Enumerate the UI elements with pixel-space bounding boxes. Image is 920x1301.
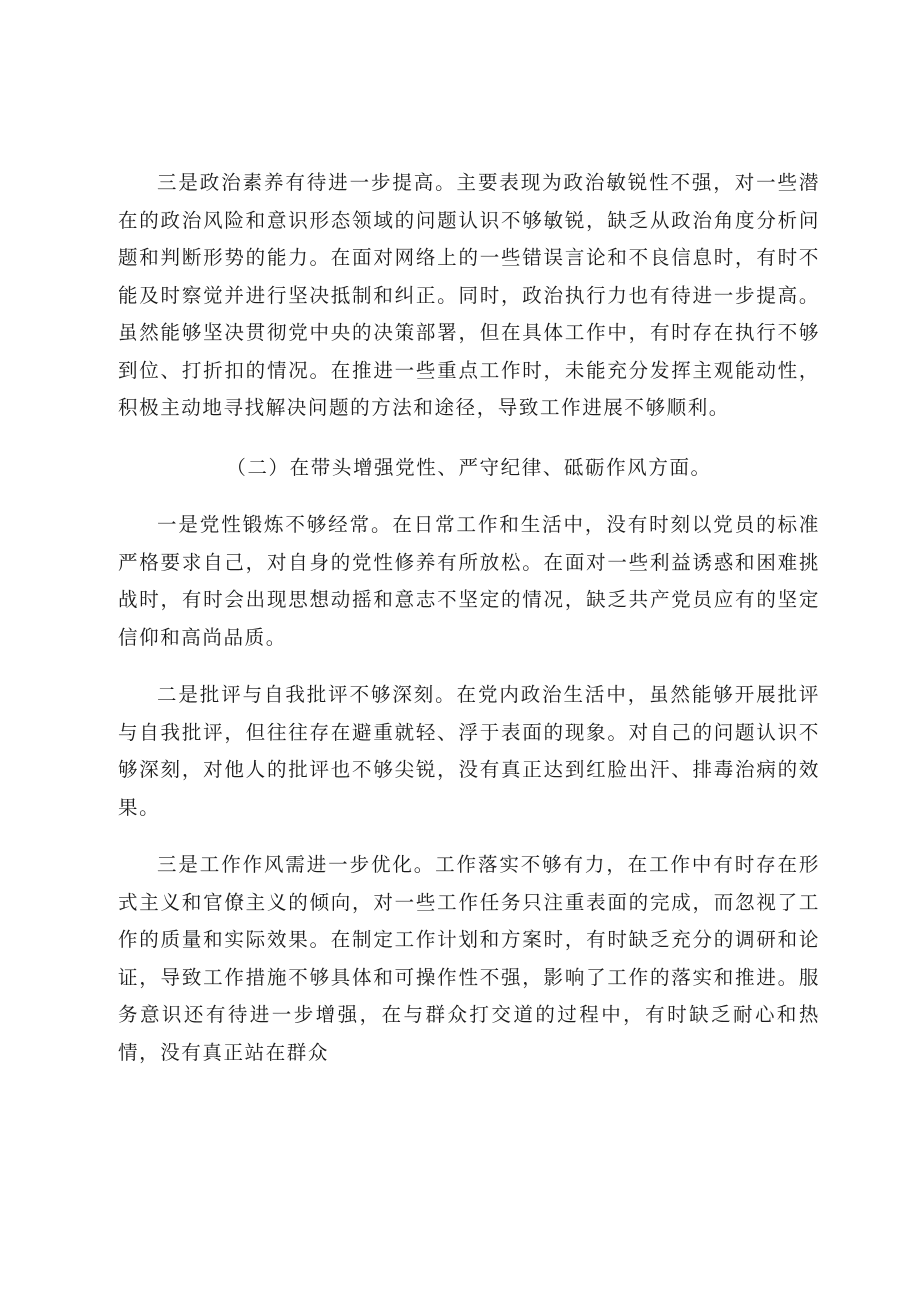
paragraph-criticism: 二是批评与自我批评不够深刻。在党内政治生活中，虽然能够开展批评与自我批评，但往往存在避重就轻、浮于表面的现象。对自己的问题认识不够深刻，对他人的批评也不够尖锐，没有真正达到红脸出汗、排毒治病的效果。 — [118, 683, 820, 819]
document-body — [118, 164, 820, 1071]
paragraph-political-literacy: 三是政治素养有待进一步提高。主要表现为政治敏锐性不强，对一些潜在的政治风险和意识形态领域的问题认识不够敏锐，缺乏从政治角度分析问题和判断形势的能力。在面对网络上的一些错误言论和不良信息时，有时不能及时察觉并进行坚决抵制和纠正。同时，政治执行力也有待进一步提高。虽然能够坚决贯彻党中央的决策部署，但在具体工作中，有时存在执行不够到位、打折扣的情况。在推进一些重点工作时，未能充分发挥主观能动性，积极主动地寻找解决问题的方法和途径，导致工作进展不够顺利。 — [118, 171, 820, 419]
section-heading: （二）在带头增强党性、严守纪律、砥砺作风方面。 — [226, 455, 712, 479]
paragraph-work-style: 三是工作作风需进一步优化。工作落实不够有力，在工作中有时存在形式主义和官僚主义的倾向，对一些工作任务只注重表面的完成，而忽视了工作的质量和实际效果。在制定工作计划和方案时，有时缺乏充分的调研和论证，导致工作措施不够具体和可操作性不强，影响了工作的落实和推进。服务意识还有待进一步增强，在与群众打交道的过程中，有时缺乏耐心和热情，没有真正站在群众 — [118, 853, 820, 1064]
paragraph-party-spirit: 一是党性锻炼不够经常。在日常工作和生活中，没有时刻以党员的标准严格要求自己，对自身的党性修养有所放松。在面对一些利益诱惑和困难挑战时，有时会出现思想动摇和意志不坚定的情况，缺乏共产党员应有的坚定信仰和高尚品质。 — [118, 513, 820, 649]
